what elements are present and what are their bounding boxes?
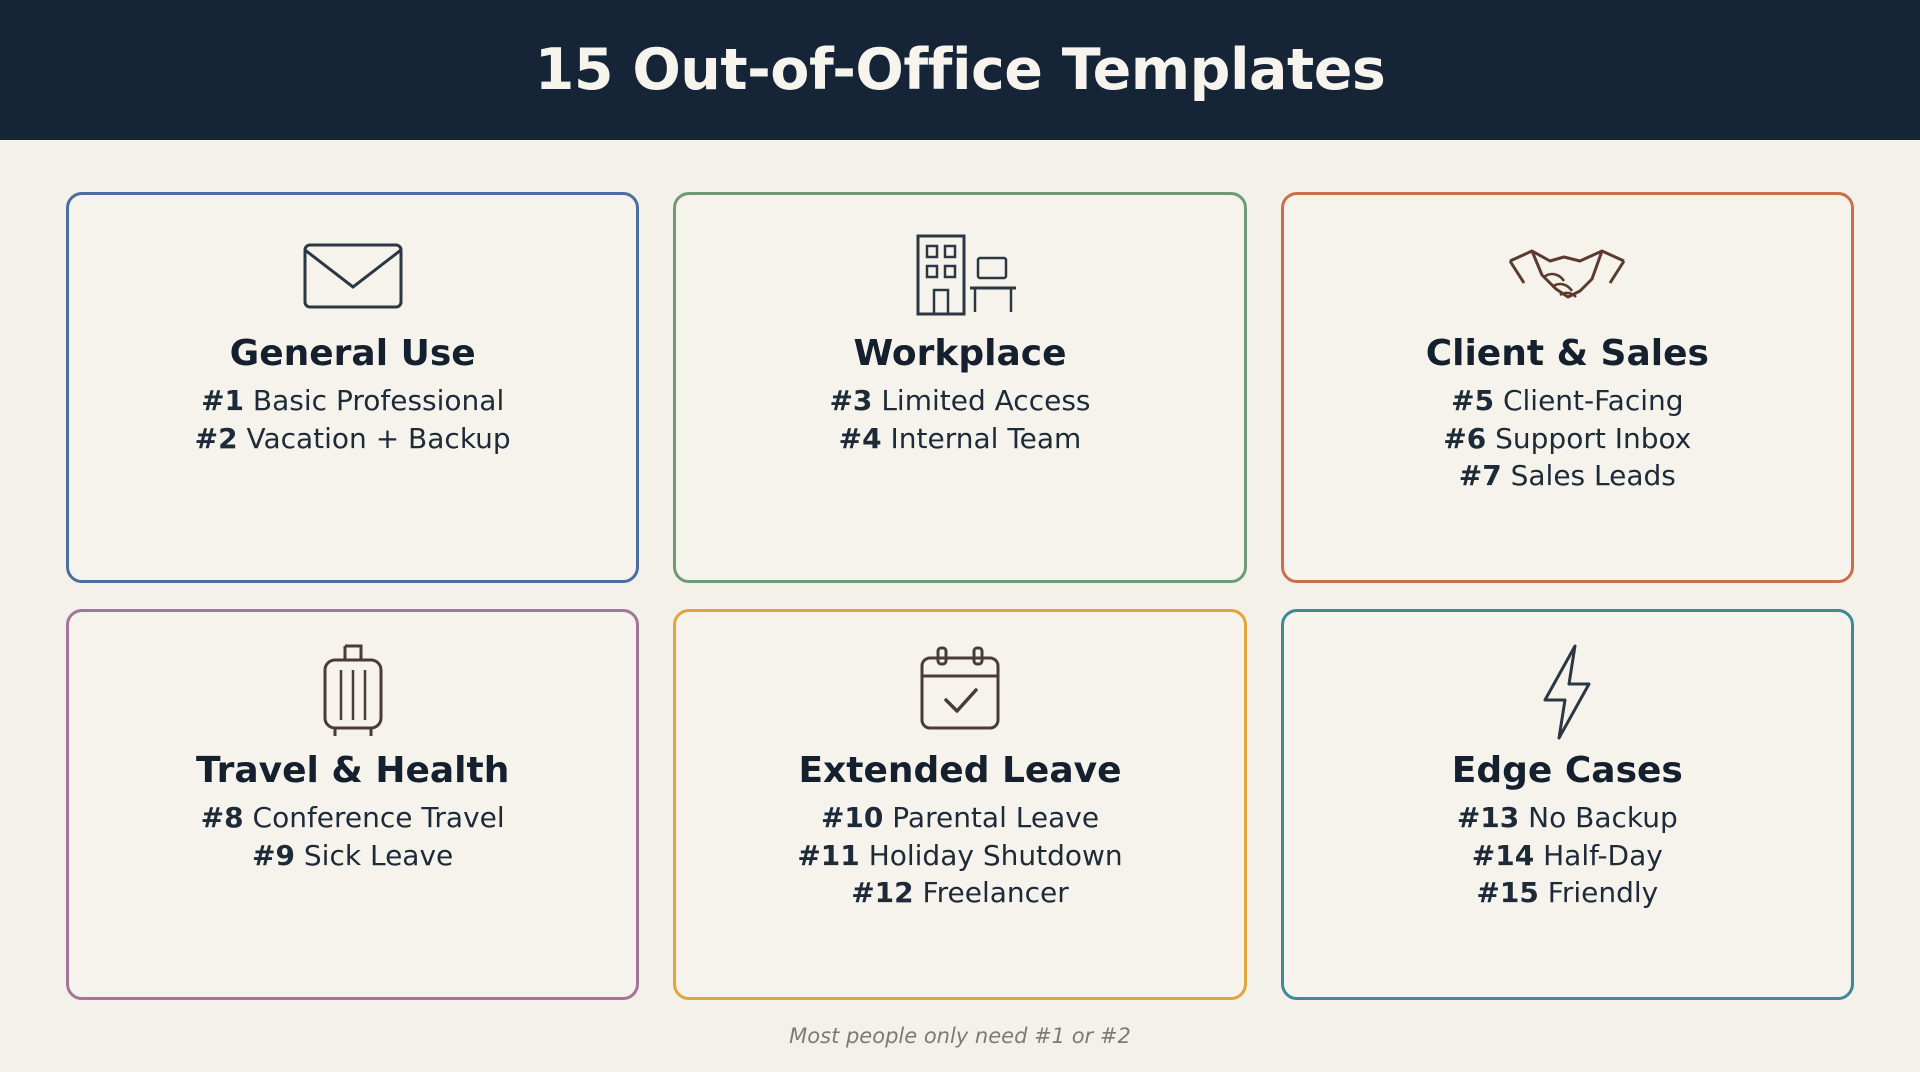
list-item: [1457, 801, 1678, 835]
envelope-icon: [301, 221, 405, 329]
list-item: [1472, 839, 1663, 873]
card-item-list: [829, 384, 1090, 455]
item-number: #6: [1443, 421, 1487, 455]
item-number: #10: [820, 801, 884, 834]
card-title: General Use: [229, 333, 476, 374]
list-item: [821, 801, 1099, 835]
item-number: #9: [252, 838, 295, 872]
list-item: [252, 839, 453, 873]
list-item: [1476, 876, 1658, 910]
item-label: Vacation + Backup: [246, 421, 511, 455]
card-item-list: [195, 384, 511, 455]
list-item: [201, 801, 505, 835]
list-item: [201, 384, 504, 418]
card-title: Travel & Health: [195, 750, 510, 791]
card-title: Client & Sales: [1425, 333, 1709, 374]
category-card-general-use[interactable]: [66, 192, 639, 583]
card-grid: [0, 140, 1920, 1000]
calendar-check-icon: [908, 638, 1012, 746]
header-bar: [0, 0, 1920, 140]
lightning-bolt-icon: [1529, 638, 1605, 746]
item-number: #2: [194, 421, 238, 455]
card-title: Extended Leave: [798, 750, 1122, 791]
item-label: Conference Travel: [252, 801, 505, 834]
item-label: Sick Leave: [303, 838, 454, 872]
item-number: #11: [797, 838, 860, 872]
category-card-client-sales[interactable]: [1281, 192, 1854, 583]
list-item: [1459, 459, 1676, 493]
card-item-list: [1457, 801, 1678, 910]
list-item: [195, 422, 511, 456]
item-number: #3: [829, 384, 873, 417]
item-number: #7: [1458, 459, 1502, 493]
item-label: Client-Facing: [1502, 384, 1684, 417]
item-label: Parental Leave: [892, 801, 1100, 834]
list-item: [829, 384, 1090, 418]
item-label: Half-Day: [1543, 838, 1663, 872]
item-number: #4: [838, 421, 882, 455]
list-item: [851, 876, 1069, 910]
item-number: #8: [200, 801, 244, 834]
page-title: 15 Out-of-Office Templates: [534, 37, 1386, 103]
card-title: Workplace: [853, 333, 1067, 374]
item-number: #5: [1451, 384, 1495, 417]
list-item: [839, 422, 1082, 456]
footer-note: Most people only need #1 or #2: [789, 1024, 1131, 1048]
item-label: Holiday Shutdown: [868, 838, 1123, 872]
item-number: #1: [201, 384, 245, 417]
category-card-workplace[interactable]: [673, 192, 1246, 583]
item-label: Friendly: [1547, 876, 1659, 910]
item-number: #14: [1471, 838, 1535, 872]
suitcase-icon: [305, 638, 401, 746]
item-label: Basic Professional: [252, 384, 505, 417]
item-number: #12: [851, 876, 914, 910]
list-item: [1451, 384, 1683, 418]
item-label: Internal Team: [890, 421, 1082, 455]
card-item-list: [1443, 384, 1691, 493]
list-item: [797, 839, 1122, 873]
item-label: Support Inbox: [1495, 421, 1692, 455]
card-item-list: [201, 801, 505, 872]
card-item-list: [797, 801, 1122, 910]
category-card-travel-health[interactable]: [66, 609, 639, 1000]
office-building-icon: [900, 221, 1020, 329]
item-label: Limited Access: [881, 384, 1091, 417]
item-label: No Backup: [1528, 801, 1678, 834]
handshake-icon: [1502, 221, 1632, 329]
item-number: #15: [1476, 876, 1539, 910]
list-item: [1443, 422, 1691, 456]
item-label: Sales Leads: [1510, 459, 1676, 493]
item-label: Freelancer: [922, 876, 1069, 910]
category-card-edge-cases[interactable]: [1281, 609, 1854, 1000]
card-title: Edge Cases: [1451, 750, 1683, 791]
item-number: #13: [1456, 801, 1520, 834]
category-card-extended-leave[interactable]: [673, 609, 1246, 1000]
footer-bar: [0, 1000, 1920, 1072]
